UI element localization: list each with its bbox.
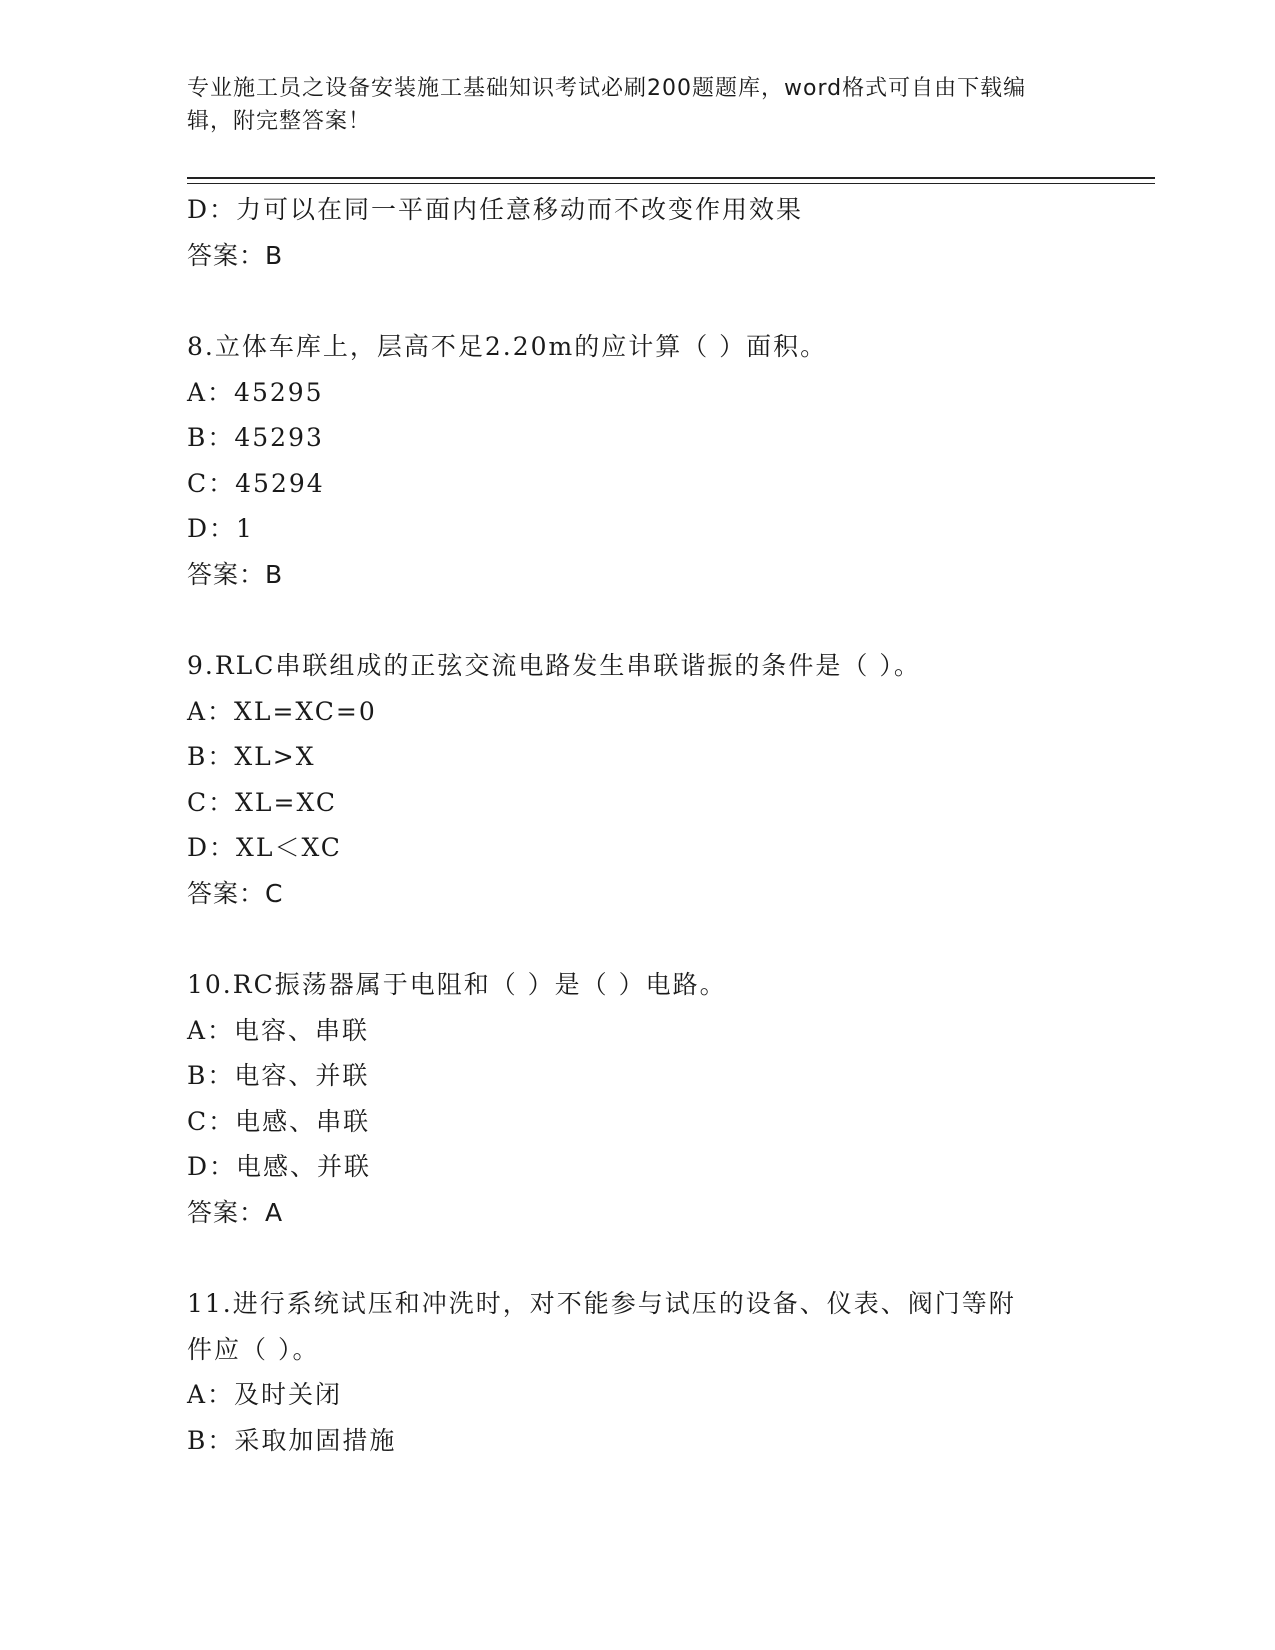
option-b: B：45293	[187, 423, 324, 452]
answer-line: 答案：C	[187, 878, 284, 908]
option-d: D：1	[187, 514, 254, 543]
question-11	[187, 1281, 1147, 1463]
option-a: A：电容、串联	[187, 1015, 370, 1045]
answer-line: 答案：B	[187, 559, 284, 589]
option-c: C：电感、串联	[187, 1106, 371, 1136]
option-b: B：采取加固措施	[187, 1425, 397, 1455]
question-stem-line-2: 件应（ ）。	[187, 1334, 320, 1364]
option-d: D：力可以在同一平面内任意移动而不改变作用效果	[187, 195, 804, 224]
option-a: A：及时关闭	[187, 1380, 343, 1409]
question-stem: 9.RLC串联组成的正弦交流电路发生串联谐振的条件是（ ）。	[187, 651, 921, 680]
option-b: B：电容、并联	[187, 1061, 370, 1090]
answer-line: 答案：A	[187, 1197, 284, 1227]
option-a: A：45295	[187, 377, 324, 407]
question-stem: 10.RC振荡器属于电阻和（ ）是（ ）电路。	[187, 970, 727, 999]
option-a: A：XL=XC=0	[187, 696, 377, 726]
header-divider-thick	[187, 177, 1155, 179]
option-c: C：XL=XC	[187, 787, 337, 817]
option-d: D：XL＜XC	[187, 833, 342, 862]
option-d: D：电感、并联	[187, 1152, 372, 1181]
option-c: C：45294	[187, 468, 325, 498]
header-divider-thin	[187, 183, 1155, 184]
question-9	[187, 643, 1147, 916]
question-list	[187, 187, 1147, 1463]
question-8	[187, 324, 1147, 597]
question-stem: 8.立体车库上，层高不足2.20m的应计算（ ）面积。	[187, 332, 828, 361]
question-10	[187, 962, 1147, 1235]
answer-line: 答案：B	[187, 240, 284, 270]
question-stem-line-1: 11.进行系统试压和冲洗时，对不能参与试压的设备、仪表、阀门等附	[187, 1289, 1016, 1318]
option-b: B：XL>X	[187, 742, 316, 771]
page-header-title: 专业施工员之设备安装施工基础知识考试必刷200题题库，word格式可自由下载编辑，附完整答案！	[187, 76, 1027, 134]
